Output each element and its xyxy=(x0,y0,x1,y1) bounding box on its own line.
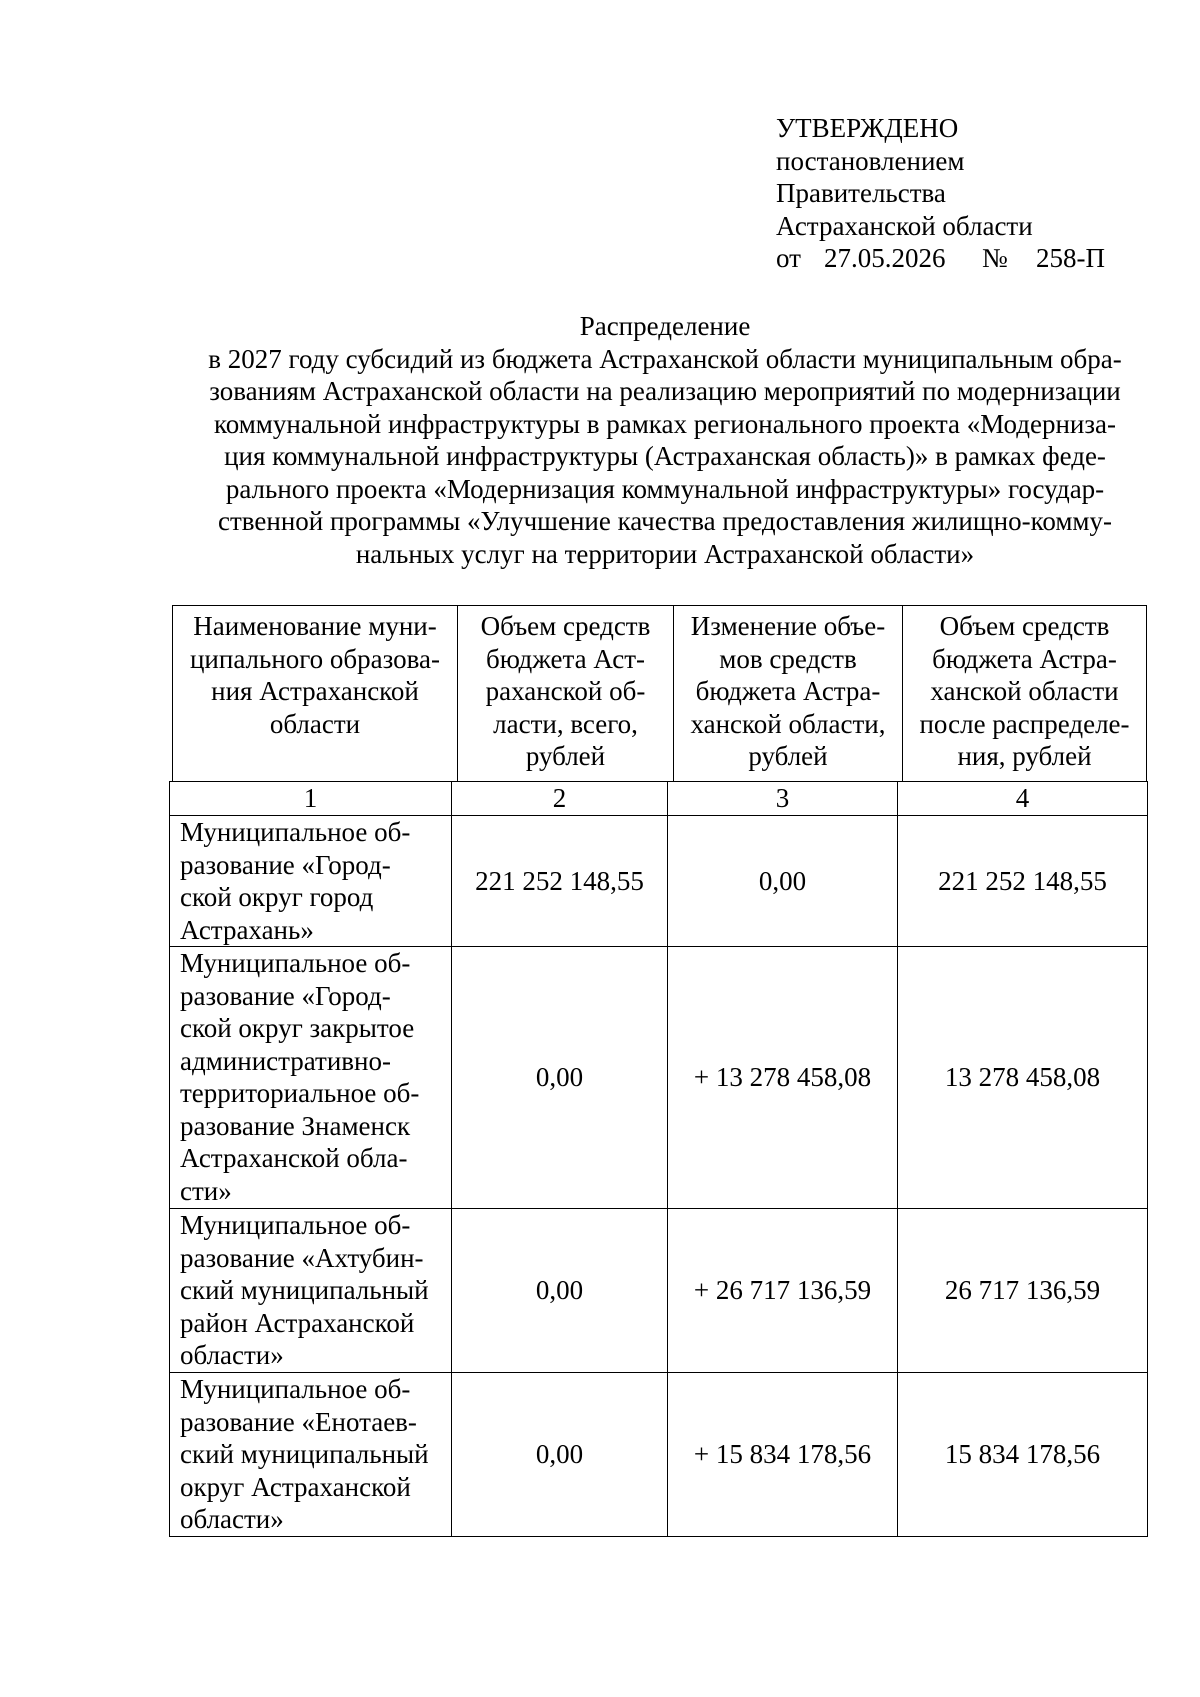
municipality-name: Муниципальное об- разование «Город- ской округ город Астрахань» xyxy=(170,816,452,947)
approval-line: Правительства xyxy=(776,178,946,208)
column-number: 3 xyxy=(668,782,898,816)
title-line: коммунальной инфраструктуры в рамках регионального проекта «Модерниза- xyxy=(213,408,1117,439)
amount-after: 221 252 148,55 xyxy=(898,816,1148,947)
amount-change: + 13 278 458,08 xyxy=(668,947,898,1209)
approval-line: Астраханской области xyxy=(776,210,1033,241)
date-prefix: от xyxy=(776,243,801,273)
approval-number: 258-П xyxy=(1036,243,1105,273)
header-cell-change: Изменение объе- мов средств бюджета Астра- ханской области, рублей xyxy=(674,606,903,782)
title-line: нальных услуг на территории Астраханской области» xyxy=(355,538,975,569)
title-line: рального проекта «Модернизация коммунальной инфраструктуры» государ- xyxy=(225,473,1105,504)
municipality-name: Муниципальное об- разование «Ахтубин- ский муниципальный район Астраханской области» xyxy=(170,1209,452,1373)
column-number: 4 xyxy=(898,782,1148,816)
table-row xyxy=(170,816,1148,947)
amount-change: + 26 717 136,59 xyxy=(668,1209,898,1373)
approval-line: УТВЕРЖДЕНО xyxy=(776,113,959,143)
column-number: 2 xyxy=(452,782,668,816)
amount-total: 0,00 xyxy=(452,1209,668,1373)
table-row xyxy=(170,1209,1148,1373)
amount-total: 0,00 xyxy=(452,1373,668,1537)
title-line: в 2027 году субсидий из бюджета Астраханской области муниципальным обра- xyxy=(208,343,1122,374)
amount-after: 15 834 178,56 xyxy=(898,1373,1148,1537)
title-line: зованиям Астраханской области на реализацию мероприятий по модернизации xyxy=(209,376,1121,406)
title-line: ственной программы «Улучшение качества предоставления жилищно-комму- xyxy=(218,506,1112,536)
number-sign: № xyxy=(982,243,1008,273)
title-heading: Распределение xyxy=(579,311,751,341)
header-cell-total: Объем средств бюджета Аст- раханской об- ласти, всего, рублей xyxy=(458,606,674,782)
header-cell-after: Объем средств бюджета Астра- ханской области после распределе- ния, рублей xyxy=(903,606,1147,782)
municipality-name: Муниципальное об- разование «Енотаев- ский муниципальный округ Астраханской области» xyxy=(170,1373,452,1537)
amount-total: 221 252 148,55 xyxy=(452,816,668,947)
approval-block xyxy=(776,112,1105,275)
column-number: 1 xyxy=(170,782,452,816)
column-number-row xyxy=(170,782,1148,816)
table-header xyxy=(172,605,1147,782)
amount-after: 26 717 136,59 xyxy=(898,1209,1148,1373)
data-table xyxy=(169,781,1148,1537)
amount-total: 0,00 xyxy=(452,947,668,1209)
header-cell-name: Наименование муни- ципального образова- ния Астраханской области xyxy=(173,606,458,782)
municipality-name: Муниципальное об- разование «Город- ской округ закрытое административно- территориальное об- разование Знаменск Астраханской обла- сти» xyxy=(170,947,452,1209)
approval-date-number xyxy=(776,242,1105,275)
approval-line: постановлением xyxy=(776,145,965,176)
amount-change: + 15 834 178,56 xyxy=(668,1373,898,1537)
amount-after: 13 278 458,08 xyxy=(898,947,1148,1209)
amount-change: 0,00 xyxy=(668,816,898,947)
table-row xyxy=(170,1373,1148,1537)
table-row xyxy=(170,947,1148,1209)
approval-date: 27.05.2026 xyxy=(824,243,946,273)
title-line: ция коммунальной инфраструктуры (Астраханская область)» в рамках феде- xyxy=(224,441,1106,471)
document-title xyxy=(165,310,1165,570)
